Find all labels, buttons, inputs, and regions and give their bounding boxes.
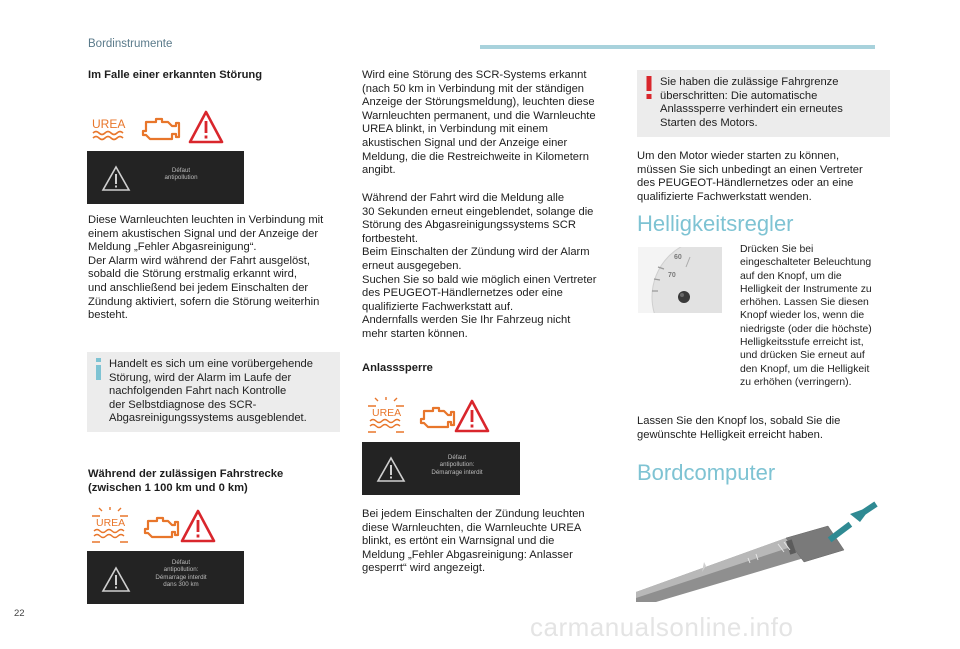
panel-line: Défaut [171, 559, 191, 566]
section-title-trip-computer: Bordcomputer [637, 460, 776, 485]
dial-label: 60 [674, 254, 682, 261]
panel-line: antipollution: [163, 566, 199, 574]
paragraph-fault-alarm: Diese Warnleuchten leuchten in Verbindung mit einem akustischen Signal und der Anzeige der Meldung „Fehler Abgasreinigung“. Der Alarm wird während der Fahrt ausgelöst, sobald die Störung erstmalig erkannt wird, und anschließend bei jedem Einschalten der Zündung aktiviert, sofern die Störung weiterhin besteht. [88, 214, 324, 322]
panel-line: dans 300 km [163, 581, 199, 589]
info-line: Abgasreinigungssystems ausgeblendet. [109, 412, 307, 425]
warning-line: Sie haben die zulässige Fahrgrenze [660, 76, 839, 88]
info-line: Handelt es sich um eine vorübergehende [109, 358, 313, 370]
paragraph-message-repeat: Während der Fahrt wird die Meldung alle 30 Sekunden erneut eingeblendet, solange die Störung des Abgasreinigungssystems SCR fortbesteht. Beim Einschalten der Zündung wird der Alarm erneut ausgegeben. Suchen Sie so bald wie möglich einen Vertreter des PEUGEOT-Händlernetzes oder eine qualifizierte Fachwerkstatt auf. Andernfalls werden Sie Ihr Fahrzeug nicht mehr starten können. [362, 192, 597, 340]
header-rule [480, 45, 875, 49]
svg-text:UREA: UREA [92, 117, 126, 131]
urea-blinking-icon [368, 397, 404, 432]
warning-line: Starten des Motors. [660, 116, 758, 129]
brightness-knob-illustration [638, 247, 722, 313]
alert-triangle-icon [182, 511, 214, 541]
watermark: carmanualsonline.info [530, 612, 794, 642]
panel-line: Démarrage interdit [155, 573, 207, 581]
panel-line: Défaut [171, 167, 191, 174]
paragraph-restart: Um den Motor wieder starten zu können, müssen Sie sich unbedingt an einen Vertreter des PEUGEOT-Händlernetzes oder an eine qualifizierte Fachwerkstatt wenden. [637, 150, 863, 203]
dial-label: 70 [668, 272, 676, 279]
panel-line: antipollution [164, 174, 198, 182]
display-alert-icon [101, 165, 131, 192]
paragraph-release-button: Lassen Sie den Knopf los, sobald Sie die gewünschte Helligkeit erreicht haben. [637, 415, 841, 441]
heading-start-lock: Anlasssperre [362, 362, 433, 374]
warning-lamps-row-3 [364, 397, 494, 435]
info-line: Störung, wird der Alarm im Laufe der [109, 371, 292, 384]
panel-line: antipollution: [439, 461, 475, 469]
panel-line: Défaut [447, 454, 467, 461]
display-alert-icon [101, 566, 131, 593]
warning-line: überschritten: Die automatische [660, 89, 818, 102]
info-line: nachfolgenden Fahrt nach Kontrolle [109, 385, 287, 398]
panel-line: Démarrage interdit [431, 468, 483, 476]
heading-fault-detected: Im Falle einer erkannten Störung [88, 69, 263, 81]
alert-triangle-icon [456, 401, 488, 431]
wiper-stalk-illustration [636, 500, 888, 602]
engine-warning-icon [145, 518, 178, 537]
warning-lamps-row-1 [90, 108, 230, 146]
info-line: der Selbstdiagnose des SCR- [109, 398, 257, 411]
heading-allowed-distance: Während der zulässigen Fahrstrecke (zwischen 1 100 km und 0 km) [88, 468, 284, 494]
urea-warning-icon [92, 117, 125, 140]
warning-line: Anlasssperre verhindert ein erneutes [660, 103, 843, 116]
warning-box [637, 70, 890, 137]
svg-text:UREA: UREA [372, 407, 402, 419]
warning-lamps-row-2 [88, 507, 218, 545]
page-number: 22 [14, 608, 25, 619]
exclamation-icon [646, 76, 652, 100]
brightness-button [678, 291, 690, 303]
info-box [87, 352, 340, 432]
display-alert-icon [376, 456, 406, 483]
urea-blinking-icon [92, 507, 128, 542]
section-title-brightness: Helligkeitsregler [637, 211, 794, 236]
info-icon [95, 358, 103, 380]
paragraph-brightness-steps: Drücken Sie bei eingeschalteter Beleuchtung auf den Knopf, um die Helligkeit der Instrumente zu erhöhen. Lassen Sie diesen Knopf wieder los, wenn die niedrigste (oder die höchste) Helligkeitsstufe erreicht ist, und drücken Sie erneut auf den Knopf, um die Helligkeit zu erhöhen (verringern). [740, 244, 872, 388]
arrow-pointer-icon [832, 504, 876, 538]
svg-text:UREA: UREA [96, 517, 126, 529]
alert-triangle-icon [190, 112, 222, 142]
paragraph-scr-fault: Wird eine Störung des SCR-Systems erkannt (nach 50 km in Verbindung mit der ständigen Anzeige der Störungsmeldung), leuchten diese Warnleuchten permanent, und die Warnleuchte UREA blinkt, in Verbindung mit einem akustischen Signal und der Anzeige einer Meldung, die die Restreichweite in Kilometern angibt. [362, 69, 596, 177]
engine-warning-icon [421, 408, 454, 427]
display-panel-start-in-300km [87, 551, 244, 604]
paragraph-start-lock: Bei jedem Einschalten der Zündung leuchten diese Warnleuchten, die Warnleuchte UREA blinkt, es ertönt ein Warnsignal und die Meldung „Fehler Abgasreinigung: Anlasser gesperrt“ wird angezeigt. [362, 508, 585, 575]
running-header: Bordinstrumente [88, 38, 173, 50]
engine-warning-icon [143, 119, 179, 139]
display-panel-fault [87, 151, 244, 204]
display-panel-start-prohibited [362, 442, 520, 495]
